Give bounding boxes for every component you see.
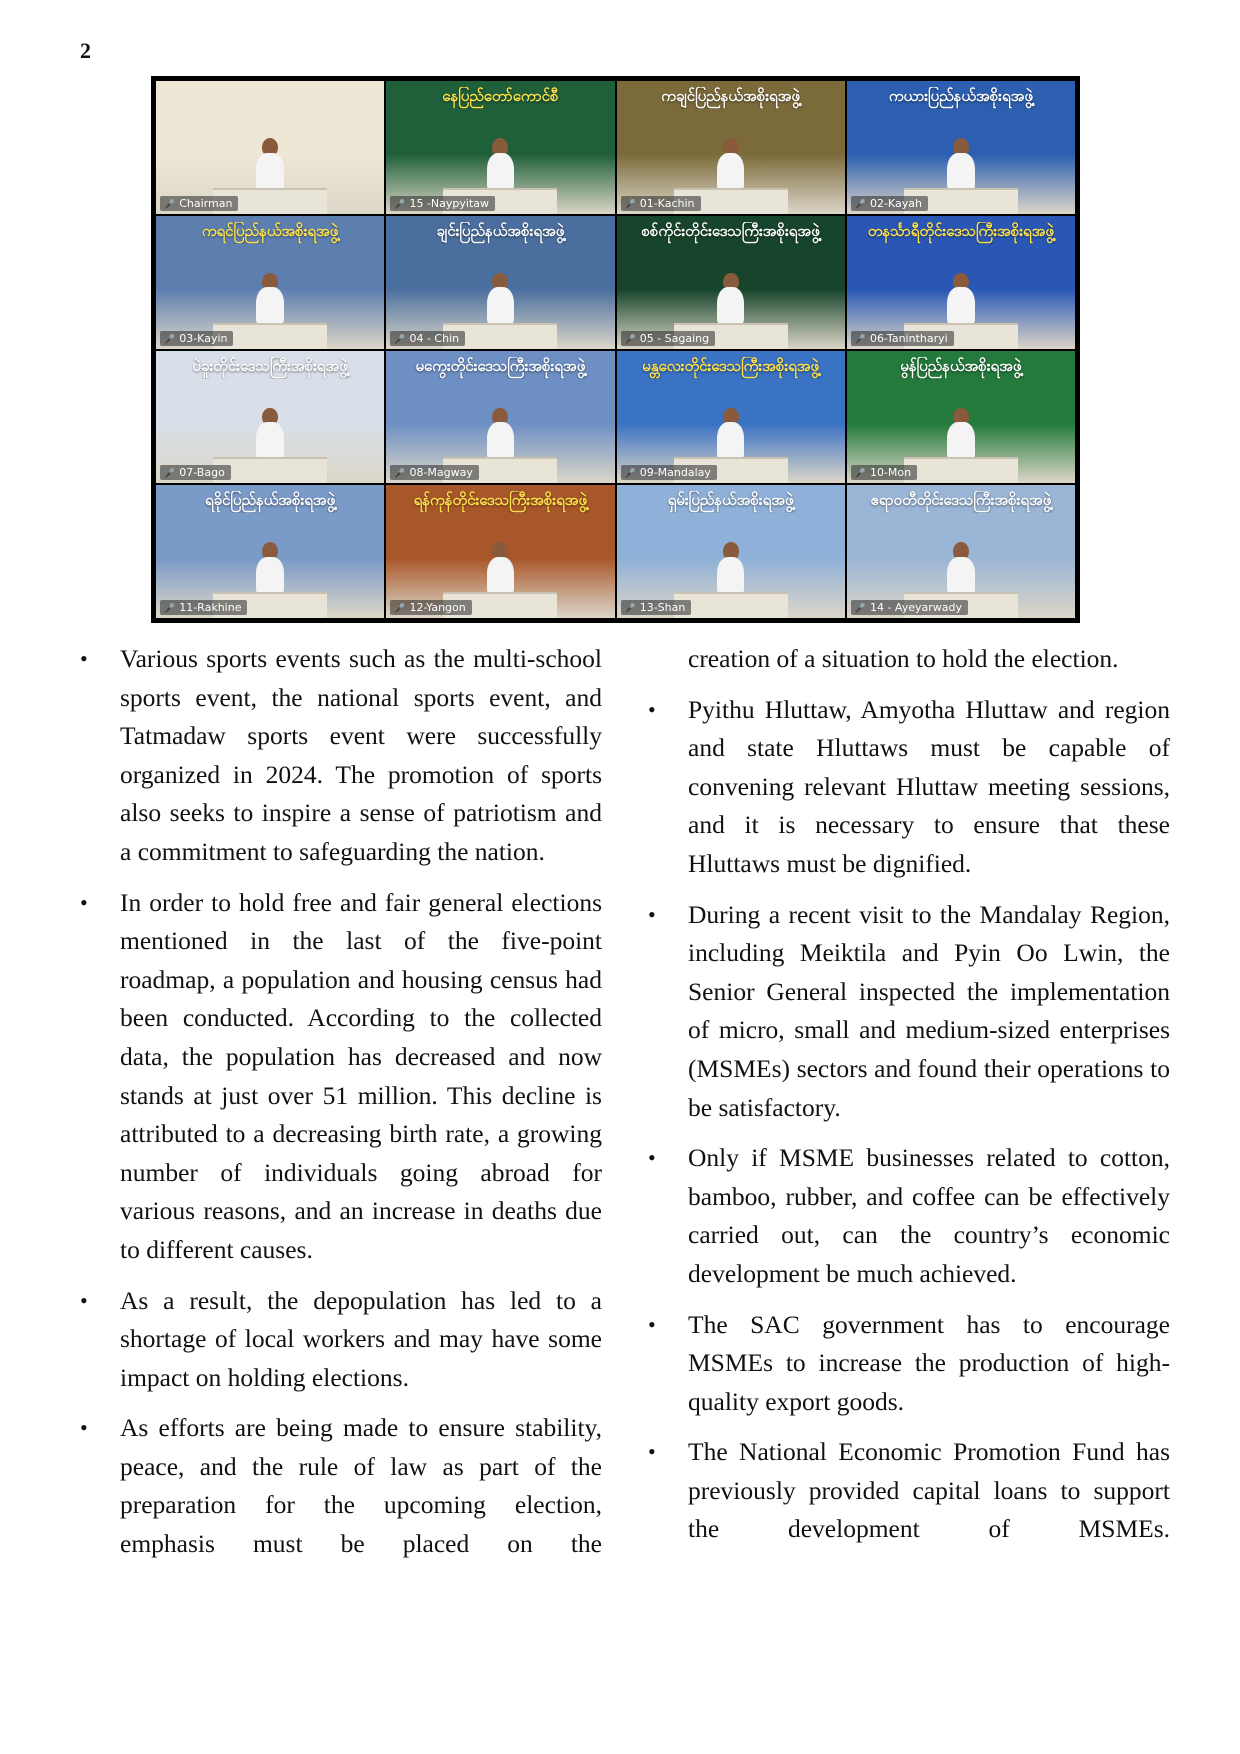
conference-tile: [617, 351, 845, 484]
video-conference-photo: [151, 76, 1080, 623]
conference-tile: [847, 216, 1075, 349]
tile-label: 🎤 12-Yangon: [390, 600, 471, 615]
conference-tile: [617, 81, 845, 214]
bullet-item: • Only if MSME businesses related to cotton, bamboo, rubber, and coffee can be effectively carried out, can the country’s economic development be much achieved.: [648, 1139, 1170, 1293]
tile-banner: ဧရာဝတီတိုင်းဒေသကြီးအစိုးရအဖွဲ့: [870, 491, 1052, 510]
bullet-item: • As efforts are being made to ensure stability, peace, and the rule of law as part of the preparation for the upcoming election, emphasis must be placed on the: [80, 1409, 602, 1563]
conference-tile: [156, 81, 384, 214]
tile-label: 🎤 02-Kayah: [851, 196, 928, 211]
bullet-item: • Pyithu Hluttaw, Amyotha Hluttaw and region and state Hluttaws must be capable of convening relevant Hluttaw meeting sessions, and it is necessary to ensure that these Hluttaws must be dignified.: [648, 691, 1170, 884]
conference-tile: [617, 485, 845, 618]
bullet-list: [80, 640, 602, 1564]
tile-label: 🎤 06-Tanintharyi: [851, 331, 954, 346]
bullet-item: • During a recent visit to the Mandalay Region, including Meiktila and Pyin Oo Lwin, the Senior General inspected the implementation of micro, small and medium-sized enterprises (MSMEs) sectors and found their operations to be satisfactory.: [648, 896, 1170, 1128]
right-column: [648, 640, 1170, 1720]
conference-tile: [156, 485, 384, 618]
text-columns: [80, 640, 1170, 1720]
bullet-list: [648, 691, 1170, 1549]
conference-tile: [386, 81, 614, 214]
tile-banner: ရန်ကုန်တိုင်းဒေသကြီးအစိုးရအဖွဲ့: [413, 491, 588, 510]
left-column: [80, 640, 602, 1720]
tile-banner: ရခိုင်ပြည်နယ်အစိုးရအဖွဲ့: [205, 491, 336, 510]
tile-label: 🎤 04 - Chin: [390, 331, 465, 346]
tile-label: 🎤 05 - Sagaing: [621, 331, 716, 346]
continued-paragraph: creation of a situation to hold the election.: [688, 644, 1119, 673]
tile-banner: ကချင်ပြည်နယ်အစိုးရအဖွဲ့: [661, 87, 800, 105]
bullet-item: • In order to hold free and fair general elections mentioned in the last of the five-point roadmap, a population and housing census had been conducted. According to the collected data, the population has decreased and now stands at just over 51 million. This decline is attributed to a decreasing birth rate, a growing number of individuals going abroad for various reasons, and an increase in deaths due to different causes.: [80, 884, 602, 1270]
tile-label: 🎤 11-Rakhine: [160, 600, 247, 615]
page-number: 2: [80, 38, 91, 63]
conference-tile: [386, 485, 614, 618]
conference-tile: [847, 351, 1075, 484]
tile-label: 🎤 03-Kayin: [160, 331, 233, 346]
tile-label: 🎤 14 - Ayeyarwady: [851, 600, 968, 615]
tile-label: 🎤 08-Magway: [390, 465, 479, 480]
conference-tile: [617, 216, 845, 349]
conference-tile: [847, 485, 1075, 618]
tile-banner: စစ်ကိုင်းတိုင်းဒေသကြီးအစိုးရအဖွဲ့: [641, 221, 820, 240]
tile-banner: ချင်းပြည်နယ်အစိုးရအဖွဲ့: [436, 221, 565, 240]
bullet-item: • The National Economic Promotion Fund has previously provided capital loans to support the development of MSMEs.: [648, 1433, 1170, 1549]
conference-tile: [386, 216, 614, 349]
conference-tile: [847, 81, 1075, 214]
conference-tile: [156, 216, 384, 349]
bullet-item: • As a result, the depopulation has led to a shortage of local workers and may have some impact on holding elections.: [80, 1282, 602, 1398]
conference-tile: [386, 351, 614, 484]
tile-banner: ကရင်ပြည်နယ်အစိုးရအဖွဲ့: [201, 221, 339, 240]
tile-banner: ပဲခူးတိုင်းဒေသကြီးအစိုးရအဖွဲ့: [192, 356, 348, 375]
bullet-item: • Various sports events such as the multi-school sports event, the national sports event, and Tatmadaw sports event were successfully organized in 2024. The promotion of sports also seeks to inspire a sense of patriotism and a commitment to safeguarding the nation.: [80, 640, 602, 872]
tile-label: 🎤 13-Shan: [621, 600, 692, 615]
tile-banner: မွန်ပြည်နယ်အစိုးရအဖွဲ့: [900, 356, 1022, 375]
tile-banner: ရှမ်းပြည်နယ်အစိုးရအဖွဲ့: [667, 491, 794, 510]
tile-label: 🎤 01-Kachin: [621, 196, 701, 211]
tile-label: 🎤 09-Mandalay: [621, 465, 717, 480]
bullet-item: • The SAC government has to encourage MSMEs to increase the production of high-quality export goods.: [648, 1306, 1170, 1422]
tile-banner: တနင်္သာရီတိုင်းဒေသကြီးအစိုးရအဖွဲ့: [867, 221, 1054, 240]
tile-banner: မန္တလေးတိုင်းဒေသကြီးအစိုးရအဖွဲ့: [642, 356, 820, 375]
tile-label: 🎤 07-Bago: [160, 465, 231, 480]
tile-label: 🎤 Chairman: [160, 196, 238, 211]
conference-tile: [156, 351, 384, 484]
tile-label: 🎤 15 -Naypyitaw: [390, 196, 495, 211]
tile-label: 🎤 10-Mon: [851, 465, 917, 480]
tile-banner: မကွေးတိုင်းဒေသကြီးအစိုးရအဖွဲ့: [415, 356, 586, 375]
tile-banner: နေပြည်တော်ကောင်စီ: [442, 87, 559, 105]
tile-banner: ကယားပြည်နယ်အစိုးရအဖွဲ့: [888, 87, 1033, 105]
